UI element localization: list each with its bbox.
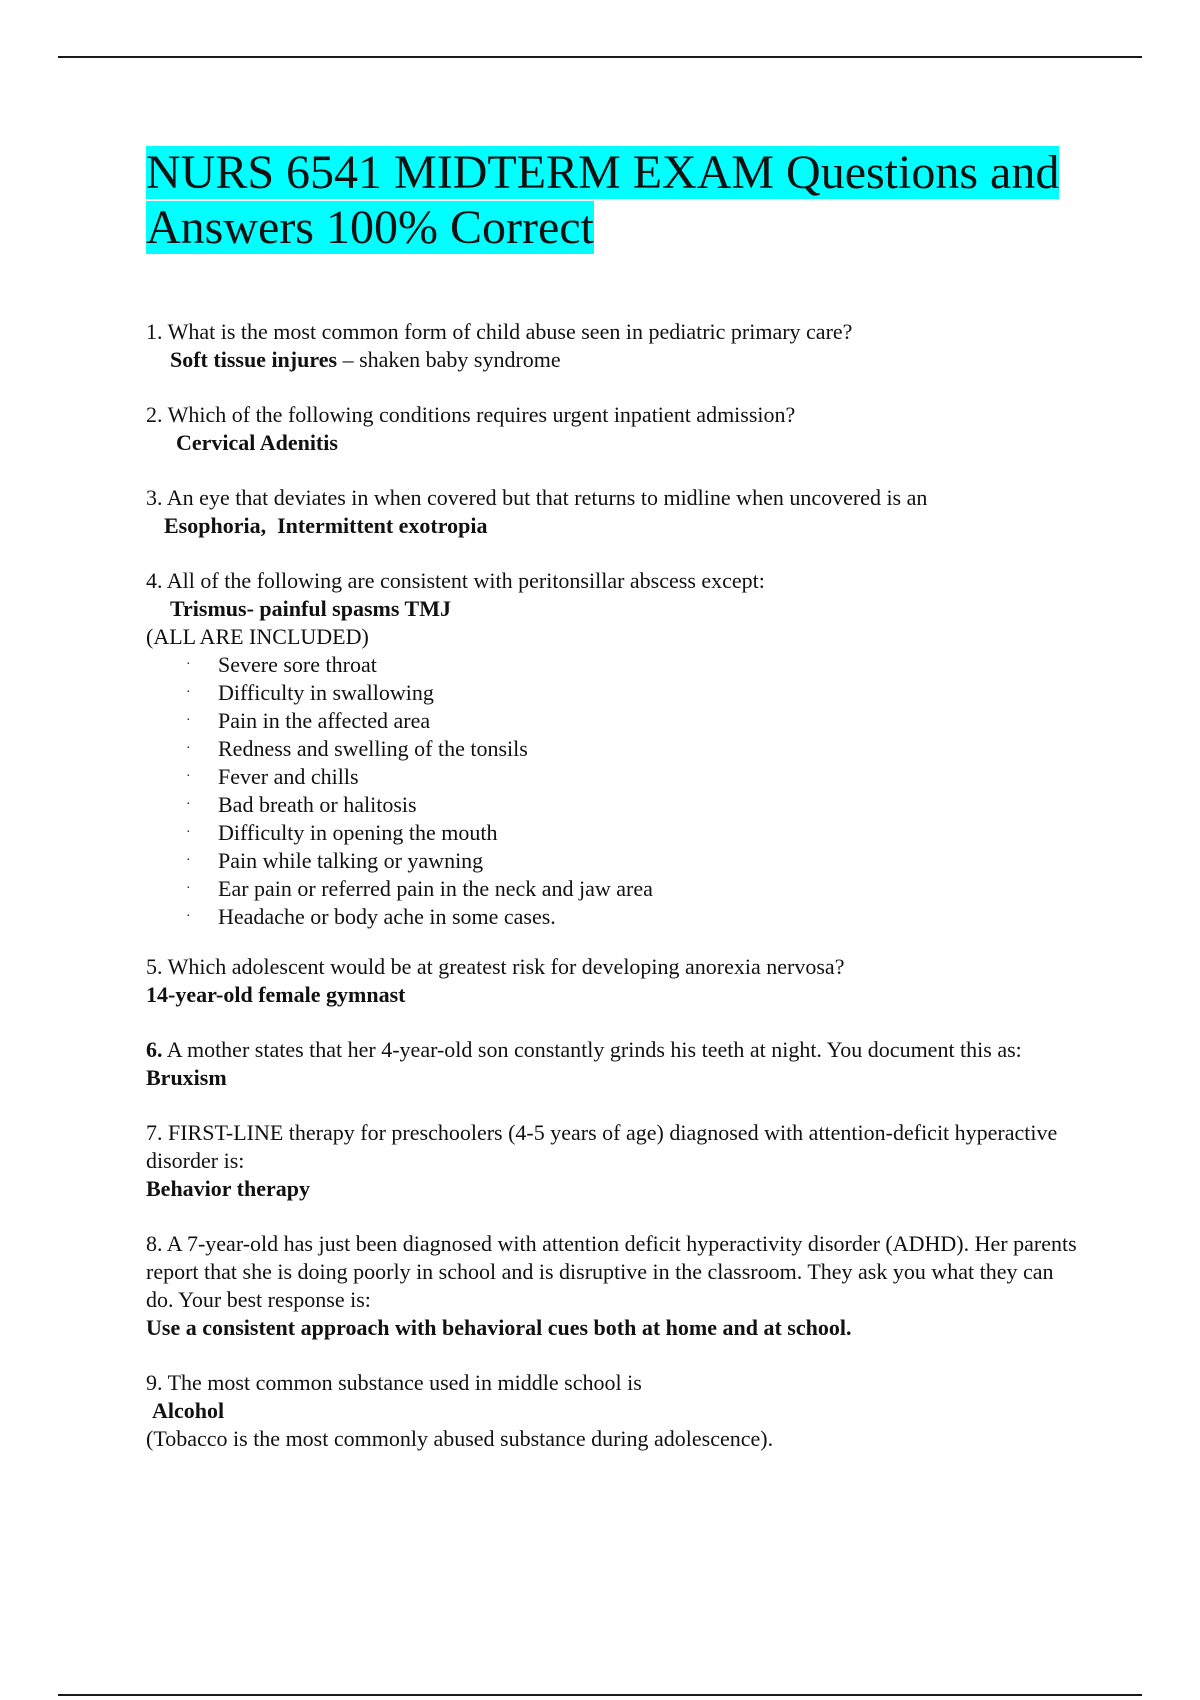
bullet-icon: · xyxy=(186,909,191,924)
bottom-rule xyxy=(58,1694,1142,1696)
list-item xyxy=(146,819,1086,847)
bullet-icon: · xyxy=(186,769,191,784)
question-8 xyxy=(146,1230,1086,1342)
question-1 xyxy=(146,318,1086,374)
bullet-icon: · xyxy=(186,825,191,840)
question-text: 4. All of the following are consistent with peritonsillar abscess except: xyxy=(146,568,765,593)
question-text: 5. Which adolescent would be at greatest risk for developing anorexia nervosa? xyxy=(146,954,845,979)
question-2 xyxy=(146,401,1086,457)
bullet-icon: · xyxy=(186,797,191,812)
bullet-icon: · xyxy=(186,853,191,868)
list-item xyxy=(146,707,1086,735)
bullet-icon: · xyxy=(186,741,191,756)
list-item-text: Pain in the affected area xyxy=(218,708,431,733)
list-item xyxy=(146,791,1086,819)
bullet-icon: · xyxy=(186,657,191,672)
list-item-text: Pain while talking or yawning xyxy=(218,848,484,873)
list-item xyxy=(146,903,1086,931)
list-item-text: Difficulty in swallowing xyxy=(218,680,434,705)
symptom-list xyxy=(146,651,1086,931)
list-item-text: Difficulty in opening the mouth xyxy=(218,820,498,845)
question-text: 9. The most common substance used in middle school is xyxy=(146,1370,642,1395)
document-body xyxy=(146,318,1086,1480)
list-item xyxy=(146,763,1086,791)
list-item-text: Headache or body ache in some cases. xyxy=(218,904,556,929)
list-item-text: Ear pain or referred pain in the neck and jaw area xyxy=(218,876,653,901)
question-6 xyxy=(146,1036,1086,1092)
answer-line xyxy=(146,346,1086,374)
question-4 xyxy=(146,567,1086,931)
answer: Use a consistent approach with behavioral cues both at home and at school. xyxy=(146,1315,852,1340)
list-item-text: Fever and chills xyxy=(218,764,359,789)
list-item xyxy=(146,735,1086,763)
answer: Trismus- painful spasms TMJ xyxy=(170,596,451,621)
question-text: 1. What is the most common form of child abuse seen in pediatric primary care? xyxy=(146,319,853,344)
question-7 xyxy=(146,1119,1086,1203)
list-item xyxy=(146,875,1086,903)
answer: Soft tissue injures xyxy=(170,347,338,372)
answer: Cervical Adenitis xyxy=(176,430,338,455)
answer: Bruxism xyxy=(146,1065,227,1090)
question-body: A mother states that her 4-year-old son constantly grinds his teeth at night. You document this as: xyxy=(162,1037,1022,1062)
bullet-icon: · xyxy=(186,881,191,896)
question-number: 6. xyxy=(146,1037,163,1062)
title-highlight: NURS 6541 MIDTERM EXAM Questions and Answers 100% Correct xyxy=(146,146,1060,254)
answer: Behavior therapy xyxy=(146,1176,310,1201)
answer-note: (ALL ARE INCLUDED) xyxy=(146,624,369,649)
bullet-icon: · xyxy=(186,685,191,700)
question-text: 2. Which of the following conditions requires urgent inpatient admission? xyxy=(146,402,796,427)
question-5 xyxy=(146,953,1086,1009)
list-item xyxy=(146,679,1086,707)
answer: Alcohol xyxy=(152,1398,225,1423)
list-item-text: Redness and swelling of the tonsils xyxy=(218,736,528,761)
question-text: 3. An eye that deviates in when covered but that returns to midline when uncovered is an xyxy=(146,485,928,510)
answer-note: (Tobacco is the most commonly abused substance during adolescence). xyxy=(146,1426,774,1451)
question-text xyxy=(146,1036,1086,1092)
answer: 14-year-old female gymnast xyxy=(146,982,406,1007)
top-rule xyxy=(58,56,1142,58)
answer-detail: – shaken baby syndrome xyxy=(337,347,561,372)
page-title xyxy=(146,145,1076,255)
question-text: 8. A 7-year-old has just been diagnosed with attention deficit hyperactivity disorder (ADHD). Her parents report that she is doing poorly in school and is disruptive in the classroom. They ask you what they can do. Your best response is: xyxy=(146,1231,1077,1312)
question-text: 7. FIRST-LINE therapy for preschoolers (4-5 years of age) diagnosed with attention-deficit hyperactive disorder is: xyxy=(146,1120,1058,1173)
question-9 xyxy=(146,1369,1086,1453)
answer: Esophoria, Intermittent exotropia xyxy=(164,513,488,538)
list-item-text: Severe sore throat xyxy=(218,652,377,677)
bullet-icon: · xyxy=(186,713,191,728)
list-item xyxy=(146,651,1086,679)
list-item-text: Bad breath or halitosis xyxy=(218,792,417,817)
list-item xyxy=(146,847,1086,875)
question-3 xyxy=(146,484,1086,540)
